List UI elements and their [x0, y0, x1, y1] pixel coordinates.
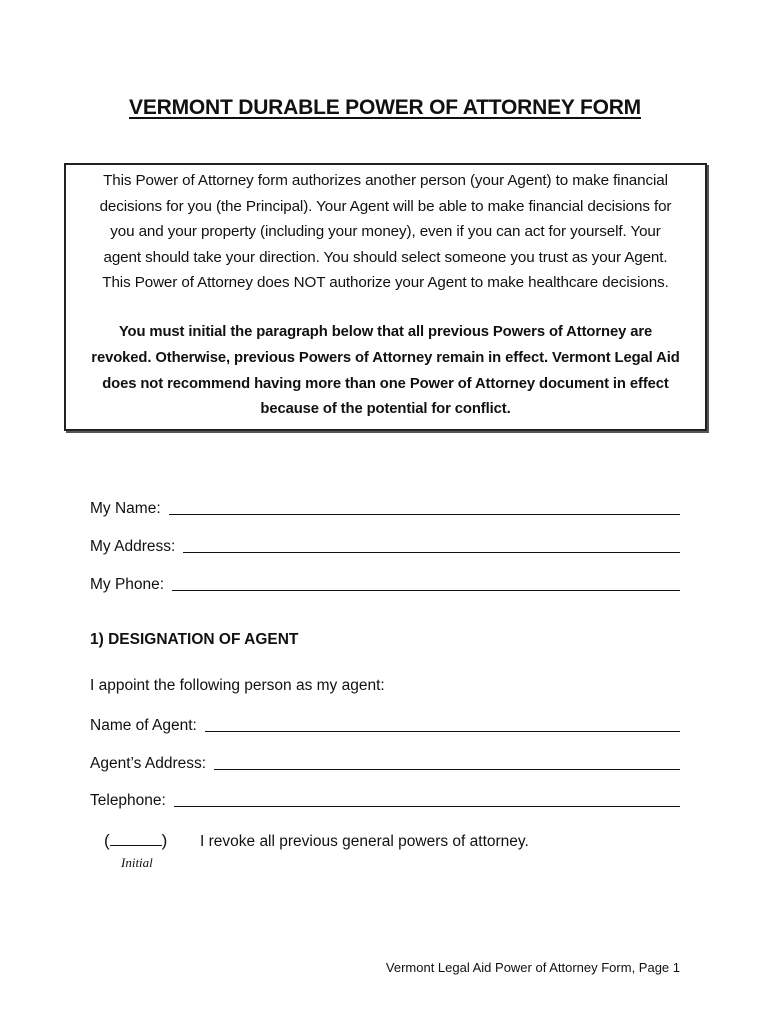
agent-name-label: Name of Agent: — [90, 717, 197, 734]
revoke-statement: I revoke all previous general powers of attorney. — [200, 833, 529, 850]
notice-line: you and your property (including your money), even if you can act for yourself. Your — [110, 223, 661, 240]
my-phone-row — [90, 572, 680, 594]
my-name-row — [90, 496, 680, 518]
section-heading-designation-of-agent: 1) DESIGNATION OF AGENT — [90, 631, 299, 648]
notice-line: agent should take your direction. You should select someone you trust as your Agent. — [103, 249, 668, 266]
notice-line: decisions for you (the Principal). Your Agent will be able to make financial decisions for — [99, 198, 672, 215]
initial-close-paren: ) — [161, 831, 168, 850]
agent-address-row — [90, 751, 680, 773]
initial-open-paren: ( — [104, 831, 110, 850]
my-address-field[interactable] — [183, 538, 680, 553]
notice-warning-line: You must initial the paragraph below that all previous Powers of Attorney are — [118, 324, 653, 340]
initial-blank-line[interactable] — [110, 831, 162, 846]
agent-name-field[interactable] — [205, 717, 680, 732]
page-footer: Vermont Legal Aid Power of Attorney Form, Page 1 — [385, 960, 680, 975]
agent-address-label: Agent’s Address: — [90, 755, 207, 772]
notice-line: This Power of Attorney does NOT authorize your Agent to make healthcare decisions. — [102, 274, 669, 291]
agent-address-field[interactable] — [214, 755, 680, 770]
telephone-row — [90, 788, 680, 810]
agent-intro-text: I appoint the following person as my agent: — [90, 677, 385, 694]
my-name-field[interactable] — [169, 500, 680, 515]
my-address-row — [90, 534, 680, 556]
telephone-field[interactable] — [174, 792, 680, 807]
my-name-label: My Name: — [90, 500, 161, 517]
my-phone-field[interactable] — [172, 576, 680, 591]
notice-warning-line: does not recommend having more than one Power of Attorney document in effect — [102, 376, 669, 392]
agent-name-row — [90, 713, 680, 735]
notice-box — [64, 163, 707, 431]
telephone-label: Telephone: — [90, 792, 166, 809]
my-address-label: My Address: — [90, 538, 176, 555]
notice-warning-line: revoked. Otherwise, previous Powers of Attorney remain in effect. Vermont Legal Aid — [91, 350, 680, 366]
document-title: VERMONT DURABLE POWER OF ATTORNEY FORM — [129, 96, 641, 119]
notice-warning-line: because of the potential for conflict. — [260, 401, 511, 417]
initial-field[interactable] — [104, 831, 167, 851]
initial-caption: Initial — [121, 855, 153, 870]
my-phone-label: My Phone: — [90, 576, 165, 593]
notice-line: This Power of Attorney form authorizes another person (your Agent) to make financial — [103, 172, 668, 189]
